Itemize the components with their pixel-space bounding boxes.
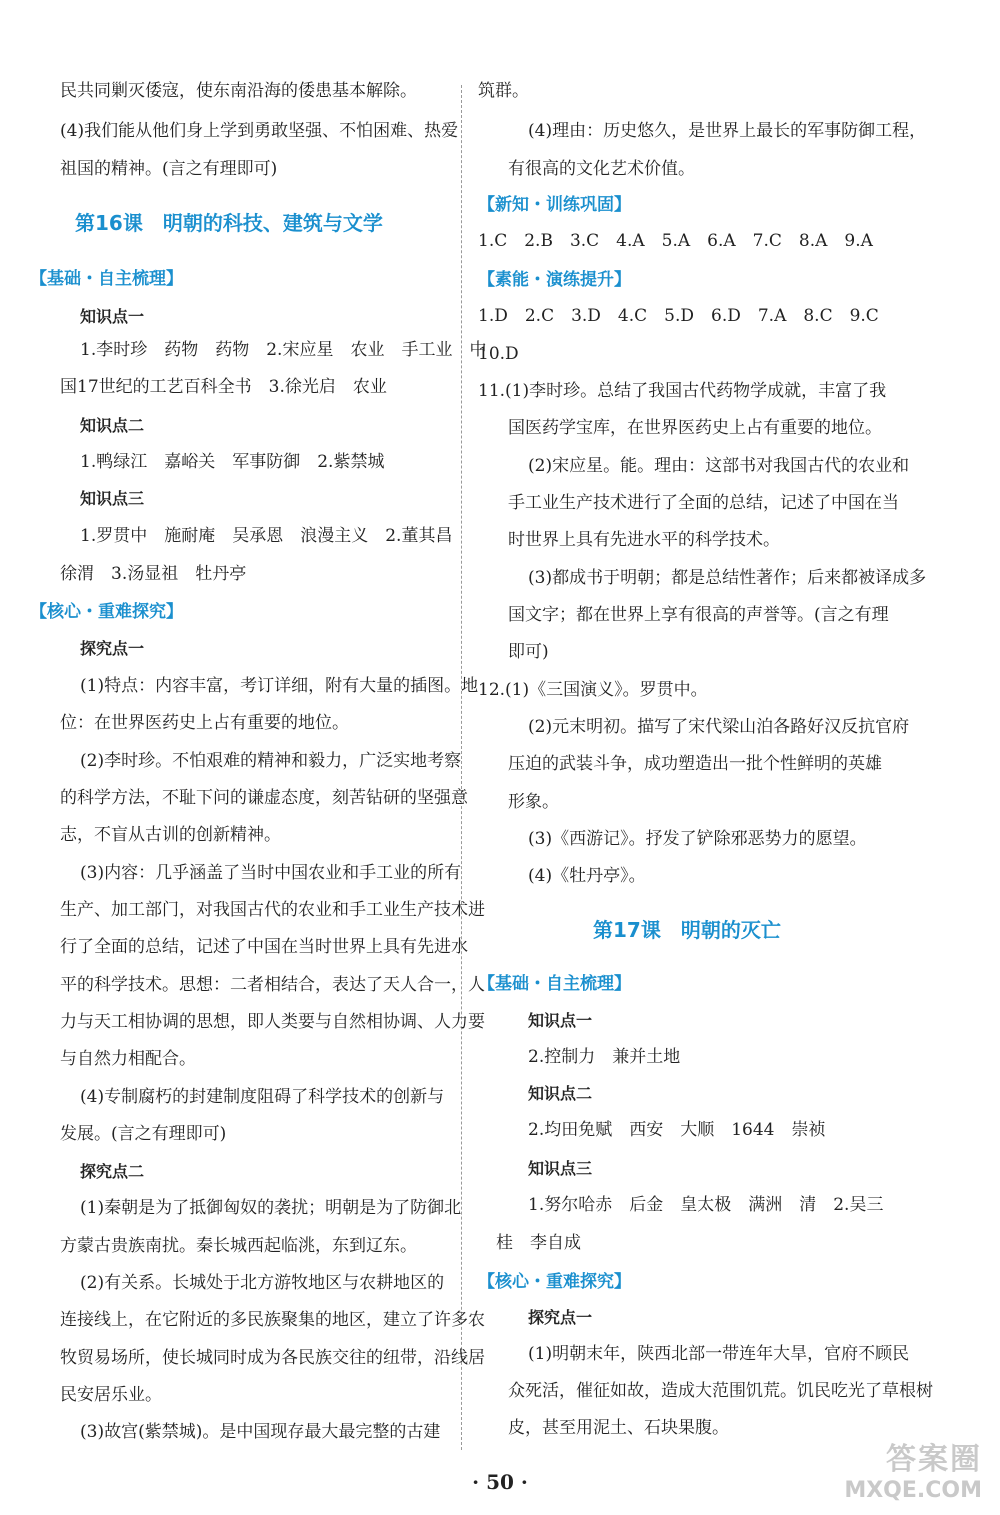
text-line: (3)内容：几乎涵盖了当时中国农业和手工业的所有 <box>80 863 462 883</box>
text-line: 位：在世界医药史上占有重要的地位。 <box>60 713 349 733</box>
text-line: 众死活，催征如故，造成大范围饥荒。饥民吃光了草根树 <box>508 1381 933 1401</box>
section-heading: 【核心・重难探究】 <box>30 602 183 622</box>
text-line: 手工业生产技术进行了全面的总结，记述了中国在当 <box>508 493 899 513</box>
text-line: 压迫的武装斗争，成功塑造出一批个性鲜明的英雄 <box>508 754 882 774</box>
text-line: 皮，甚至用泥土、石块果腹。 <box>508 1418 729 1438</box>
text-line: 1.李时珍 药物 药物 2.宋应星 农业 手工业 中 <box>80 340 487 360</box>
text-line: 祖国的精神。(言之有理即可) <box>60 159 278 179</box>
text-line: 时世界上具有先进水平的科学技术。 <box>508 530 780 550</box>
explore-point-heading: 探究点一 <box>528 1308 593 1327</box>
section-heading: 【新知・训练巩固】 <box>478 195 631 215</box>
text-line: 牧贸易场所，使长城同时成为各民族交往的纽带，沿线居 <box>60 1348 485 1368</box>
text-line: 力与天工相协调的思想，即人类要与自然相协调、人力要 <box>60 1012 485 1032</box>
text-line: 方蒙古贵族南扰。秦长城西起临洮，东到辽东。 <box>60 1236 417 1256</box>
explore-point-heading: 探究点二 <box>80 1162 145 1181</box>
knowledge-point-heading: 知识点一 <box>80 307 145 326</box>
text-line: 的科学方法，不耻下问的谦虚态度，刻苦钻研的坚强意 <box>60 788 468 808</box>
text-line: (2)有关系。长城处于北方游牧地区与农耕地区的 <box>80 1273 445 1293</box>
text-line: (1)明朝末年，陕西北部一带连年大旱，官府不顾民 <box>528 1344 910 1364</box>
text-line: 即可) <box>508 642 549 662</box>
knowledge-point-heading: 知识点三 <box>80 489 145 508</box>
text-line: 形象。 <box>508 792 559 812</box>
text-line: 志，不盲从古训的创新精神。 <box>60 825 281 845</box>
text-line: 1.鸭绿江 嘉峪关 军事防御 2.紫禁城 <box>80 452 385 472</box>
section-heading: 【基础・自主梳理】 <box>478 974 631 994</box>
watermark-logo-text: 答案圈 <box>886 1442 982 1477</box>
text-line: 国17世纪的工艺百科全书 3.徐光启 农业 <box>60 377 387 397</box>
text-line: 11.(1)李时珍。总结了我国古代药物学成就，丰富了我 <box>478 381 887 401</box>
text-line: 国医药学宝库，在世界医药史上占有重要的地位。 <box>508 418 882 438</box>
text-line: 发展。(言之有理即可) <box>60 1124 227 1144</box>
column-divider <box>461 85 463 1450</box>
text-line: (1)特点：内容丰富，考订详细，附有大量的插图。地 <box>80 676 479 696</box>
text-line: 民共同剿灭倭寇，使东南沿海的倭患基本解除。 <box>60 81 417 101</box>
answer-line: 1.C 2.B 3.C 4.A 5.A 6.A 7.C 8.A 9.A <box>478 231 873 251</box>
explore-point-heading: 探究点一 <box>80 639 145 658</box>
section-heading: 【素能・演练提升】 <box>478 270 631 290</box>
text-line: (3)《西游记》。抒发了铲除邪恶势力的愿望。 <box>528 829 867 849</box>
knowledge-point-heading: 知识点二 <box>80 416 145 435</box>
text-line: (4)专制腐朽的封建制度阻碍了科学技术的创新与 <box>80 1087 445 1107</box>
text-line: (2)宋应星。能。理由：这部书对我国古代的农业和 <box>528 456 910 476</box>
text-line: 2.控制力 兼并土地 <box>528 1047 681 1067</box>
text-line: (3)故宫(紫禁城)。是中国现存最大最完整的古建 <box>80 1422 441 1442</box>
text-line: 连接线上，在它附近的多民族聚集的地区，建立了许多农 <box>60 1310 485 1330</box>
text-line: (2)李时珍。不怕艰难的精神和毅力，广泛实地考察 <box>80 751 462 771</box>
knowledge-point-heading: 知识点二 <box>528 1084 593 1103</box>
answer-line: 10.D <box>478 344 519 364</box>
text-line: 平的科学技术。思想：二者相结合，表达了天人合一，人 <box>60 975 485 995</box>
text-line: 12.(1)《三国演义》。罗贯中。 <box>478 680 708 700</box>
section-heading: 【核心・重难探究】 <box>478 1272 631 1292</box>
text-line: 生产、加工部门，对我国古代的农业和手工业生产技术进 <box>60 900 485 920</box>
lesson-title: 第16课 明朝的科技、建筑与文学 <box>75 211 383 235</box>
knowledge-point-heading: 知识点一 <box>528 1011 593 1030</box>
text-line: 筑群。 <box>478 81 529 101</box>
text-line: (4)理由：历史悠久，是世界上最长的军事防御工程， <box>528 121 927 141</box>
text-line: (2)元末明初。描写了宋代梁山泊各路好汉反抗官府 <box>528 717 910 737</box>
text-line: (4)《牡丹亭》。 <box>528 866 646 886</box>
section-heading: 【基础・自主梳理】 <box>30 269 183 289</box>
text-line: 2.均田免赋 西安 大顺 1644 崇祯 <box>528 1120 826 1140</box>
page-number: · 50 · <box>472 1470 528 1494</box>
text-line: 桂 李自成 <box>496 1233 581 1253</box>
text-line: 1.罗贯中 施耐庵 吴承恩 浪漫主义 2.董其昌 <box>80 526 453 546</box>
text-line: 1.努尔哈赤 后金 皇太极 满洲 清 2.吴三 <box>528 1195 884 1215</box>
answer-line: 1.D 2.C 3.D 4.C 5.D 6.D 7.A 8.C 9.C <box>478 306 879 326</box>
knowledge-point-heading: 知识点三 <box>528 1159 593 1178</box>
text-line: (4)我们能从他们身上学到勇敢坚强、不怕困难、热爱 <box>60 121 459 141</box>
text-line: 国文字；都在世界上享有很高的声誉等。(言之有理 <box>508 605 889 625</box>
text-line: 与自然力相配合。 <box>60 1049 196 1069</box>
text-line: 民安居乐业。 <box>60 1385 162 1405</box>
text-line: 徐渭 3.汤显祖 牡丹亭 <box>60 564 247 584</box>
text-line: (3)都成书于明朝；都是总结性著作；后来都被译成多 <box>528 568 927 588</box>
watermark <box>844 1434 982 1503</box>
lesson-title: 第17课 明朝的灭亡 <box>593 918 781 942</box>
text-line: (1)秦朝是为了抵御匈奴的袭扰；明朝是为了防御北 <box>80 1198 462 1218</box>
text-line: 行了全面的总结，记述了中国在当时世界上具有先进水 <box>60 937 468 957</box>
text-line: 有很高的文化艺术价值。 <box>508 159 695 179</box>
watermark-url: MXQE.COM <box>844 1478 982 1503</box>
